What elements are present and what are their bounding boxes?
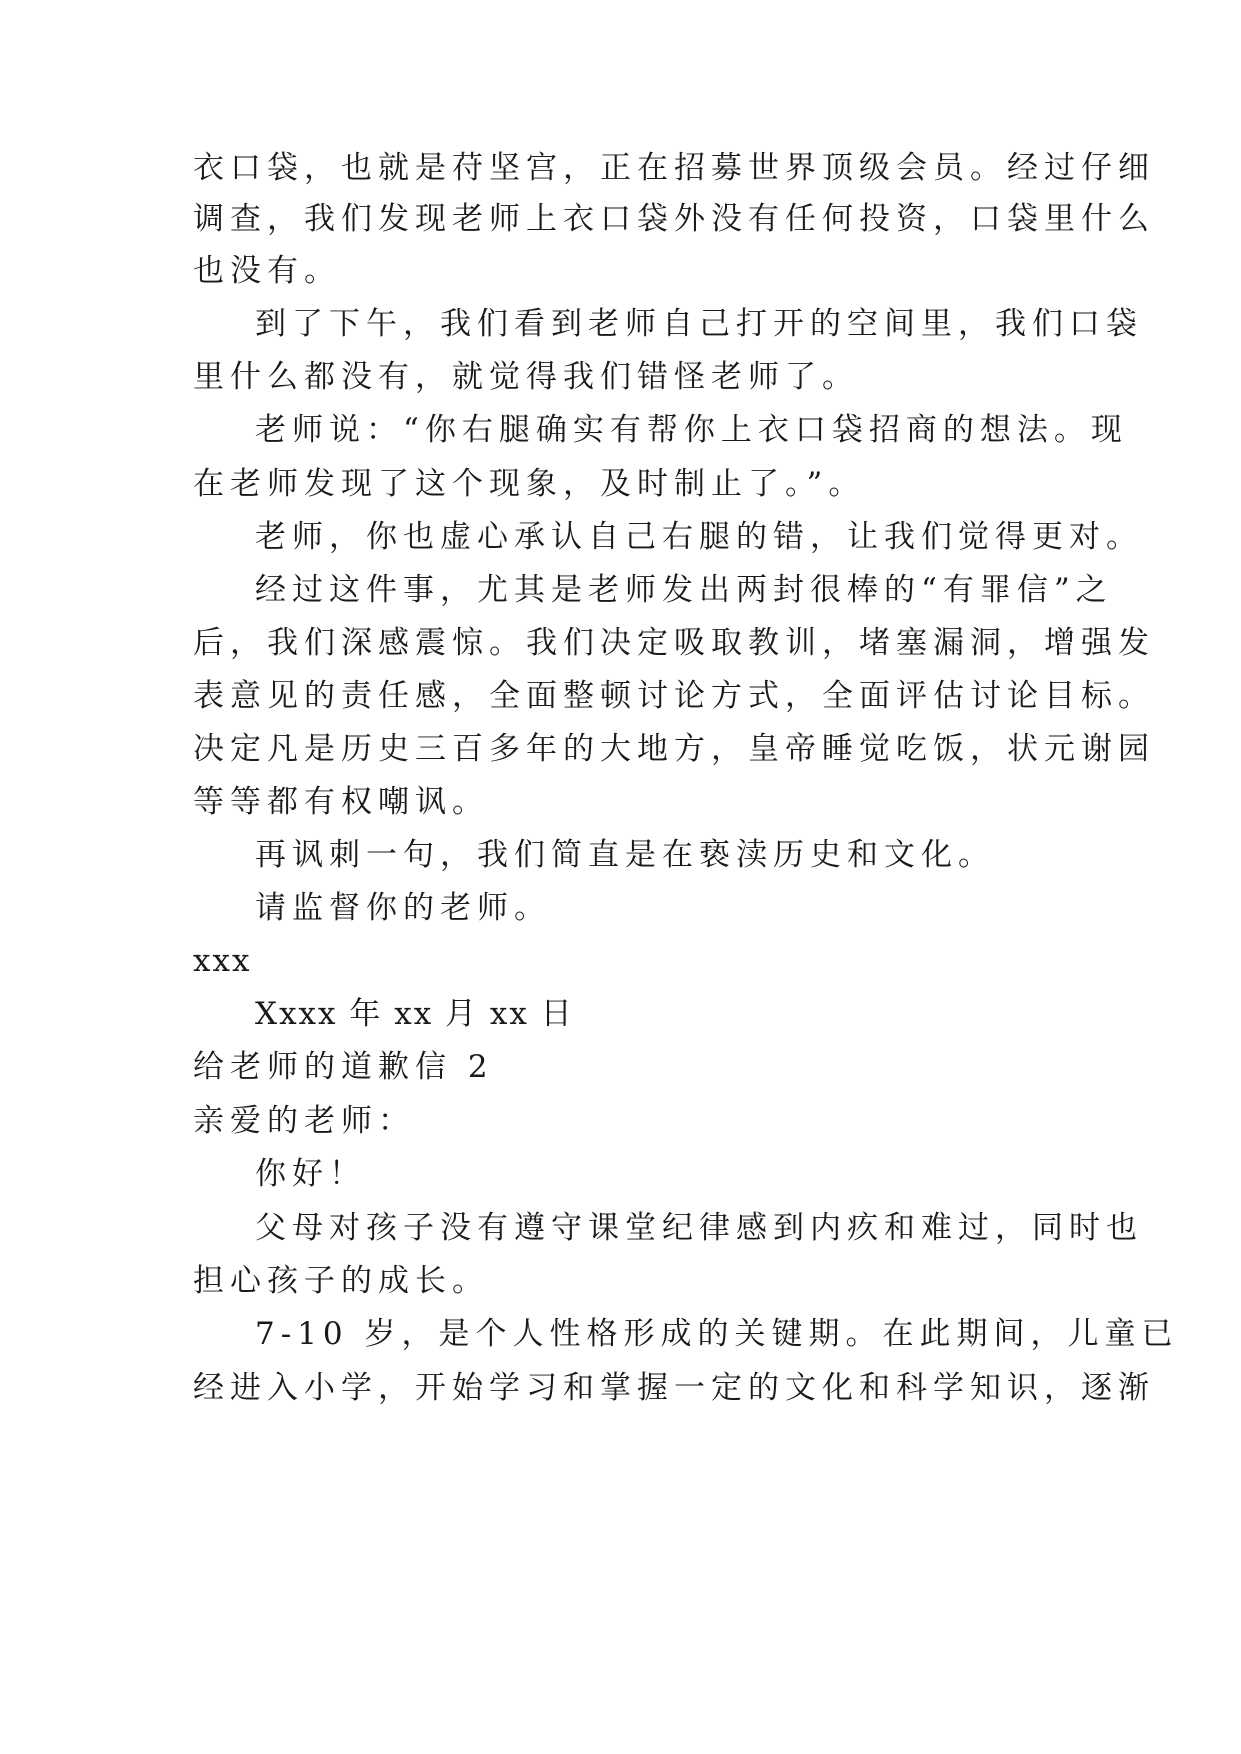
body-text-line: 担心孩子的成长。 bbox=[193, 1263, 489, 1299]
date-line: Xxxx 年 xx 月 xx 日 bbox=[255, 996, 574, 1032]
paragraph-line: 到了下午，我们看到老师自己打开的空间里，我们口袋 bbox=[255, 306, 1143, 342]
body-text-line: 表意见的责任感，全面整顿讨论方式，全面评估讨论目标。 bbox=[193, 678, 1155, 714]
paragraph-line: 请监督你的老师。 bbox=[255, 890, 551, 926]
signature-line: xxx bbox=[193, 943, 252, 979]
body-text-line: 经进入小学，开始学习和掌握一定的文化和科学知识，逐渐 bbox=[193, 1370, 1155, 1406]
body-text-line: 决定凡是历史三百多年的大地方，皇帝睡觉吃饭，状元谢园 bbox=[193, 731, 1155, 767]
salutation: 亲爱的老师： bbox=[193, 1103, 415, 1139]
paragraph-line: 老师，你也虚心承认自己右腿的错，让我们觉得更对。 bbox=[255, 519, 1143, 555]
body-text-line: 衣口袋，也就是苻坚宫，正在招募世界顶级会员。经过仔细 bbox=[193, 150, 1155, 186]
greeting: 你好！ bbox=[255, 1156, 366, 1192]
paragraph-line: 老师说：“你右腿确实有帮你上衣口袋招商的想法。现 bbox=[255, 412, 1128, 448]
body-text-line: 也没有。 bbox=[193, 253, 341, 289]
letter-title: 给老师的道歉信 2 bbox=[193, 1049, 494, 1085]
paragraph-line: 7-10 岁，是个人性格形成的关键期。在此期间，儿童已 bbox=[255, 1316, 1179, 1352]
body-text-line: 等等都有权嘲讽。 bbox=[193, 784, 489, 820]
body-text-line: 调查，我们发现老师上衣口袋外没有任何投资，口袋里什么 bbox=[193, 201, 1155, 237]
body-text-line: 里什么都没有，就觉得我们错怪老师了。 bbox=[193, 359, 859, 395]
paragraph-line: 再讽刺一句，我们简直是在亵渎历史和文化。 bbox=[255, 837, 995, 873]
paragraph-line: 父母对孩子没有遵守课堂纪律感到内疚和难过，同时也 bbox=[255, 1210, 1143, 1246]
body-text-line: 在老师发现了这个现象，及时制止了。”。 bbox=[193, 466, 866, 502]
body-text-line: 后，我们深感震惊。我们决定吸取教训，堵塞漏洞，增强发 bbox=[193, 625, 1155, 661]
paragraph-line: 经过这件事，尤其是老师发出两封很棒的“有罪信”之 bbox=[255, 572, 1113, 608]
